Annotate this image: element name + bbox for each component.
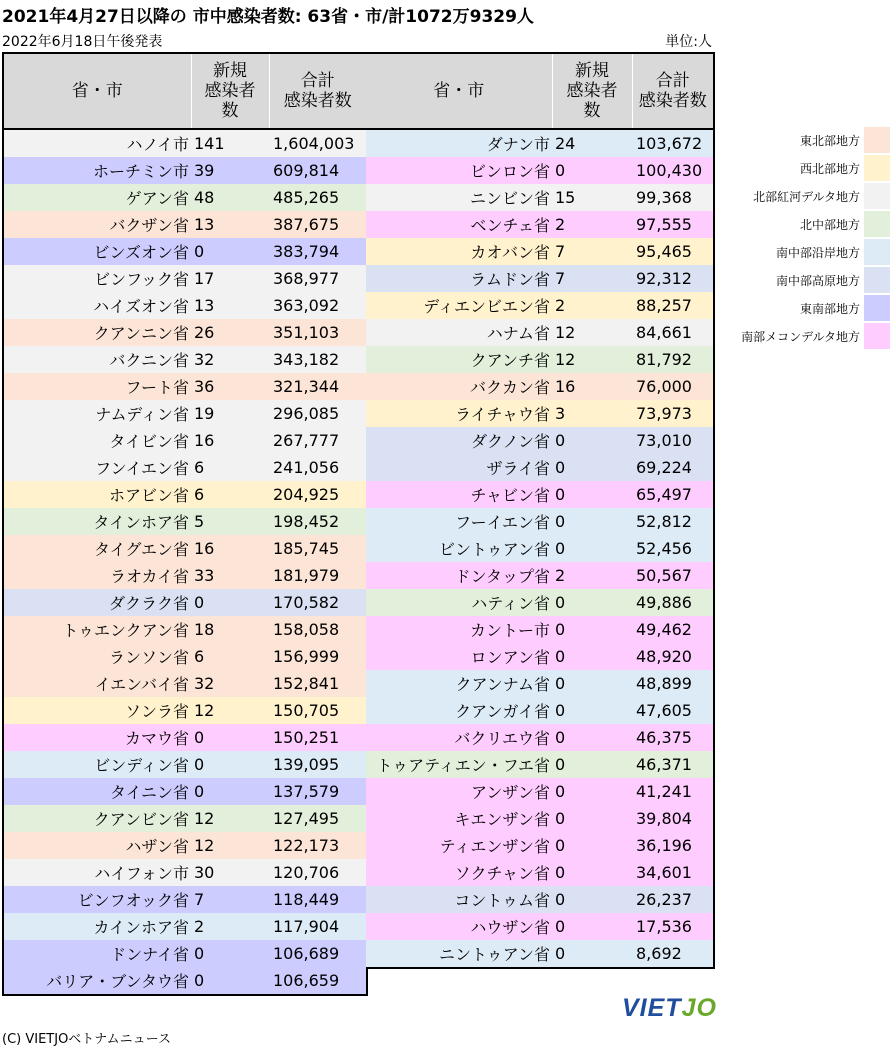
new-cases-cell: 24	[552, 129, 632, 157]
total-cases-cell: 150,251	[269, 724, 367, 751]
province-name-cell: キエンザン省	[366, 805, 552, 832]
total-cases-cell: 46,375	[632, 724, 714, 751]
legend-item	[722, 154, 890, 182]
legend-swatch	[864, 127, 890, 153]
total-cases-cell: 95,465	[632, 238, 714, 265]
total-cases-cell: 65,497	[632, 481, 714, 508]
total-cases-cell: 181,979	[269, 562, 367, 589]
new-cases-cell: 39	[191, 157, 269, 184]
region-legend	[722, 126, 890, 350]
legend-swatch	[864, 239, 890, 265]
table-row	[366, 589, 714, 616]
province-name-cell: タイグエン省	[3, 535, 191, 562]
legend-item	[722, 266, 890, 294]
legend-swatch	[864, 267, 890, 293]
legend-label: 南中部高原地方	[775, 273, 860, 288]
cases-table-left	[2, 52, 368, 996]
new-cases-cell: 12	[191, 805, 269, 832]
new-cases-cell: 0	[552, 724, 632, 751]
legend-item	[722, 294, 890, 322]
new-cases-cell: 13	[191, 292, 269, 319]
total-cases-cell: 76,000	[632, 373, 714, 400]
table-row	[366, 129, 714, 157]
new-cases-cell: 36	[191, 373, 269, 400]
table-row	[366, 373, 714, 400]
province-name-cell: ダクラク省	[3, 589, 191, 616]
province-name-cell: ライチャウ省	[366, 400, 552, 427]
total-cases-cell: 73,973	[632, 400, 714, 427]
legend-label: 南部メコンデルタ地方	[741, 329, 860, 344]
new-cases-cell: 17	[191, 265, 269, 292]
table-row	[3, 670, 367, 697]
province-name-cell: ニンビン省	[366, 184, 552, 211]
total-cases-cell: 48,899	[632, 670, 714, 697]
table-row	[3, 751, 367, 778]
new-cases-cell: 0	[552, 913, 632, 940]
table-row	[3, 535, 367, 562]
province-name-cell: ドンタップ省	[366, 562, 552, 589]
table-row	[366, 292, 714, 319]
new-cases-cell: 0	[191, 967, 269, 995]
total-cases-cell: 127,495	[269, 805, 367, 832]
table-row	[3, 292, 367, 319]
copyright: (C) VIETJOベトナムニュース	[2, 1032, 172, 1047]
new-cases-cell: 0	[552, 157, 632, 184]
province-name-cell: ダナン市	[366, 129, 552, 157]
table-row	[366, 886, 714, 913]
province-name-cell: タイビン省	[3, 427, 191, 454]
total-cases-cell: 363,092	[269, 292, 367, 319]
total-cases-cell: 8,692	[632, 940, 714, 968]
unit-label: 単位:人	[665, 34, 712, 50]
new-cases-cell: 12	[191, 832, 269, 859]
province-name-cell: ディエンビエン省	[366, 292, 552, 319]
province-name-cell: ビンディン省	[3, 751, 191, 778]
announcement-date: 2022年6月18日午後発表	[2, 34, 163, 50]
province-name-cell: ゲアン省	[3, 184, 191, 211]
total-cases-cell: 47,605	[632, 697, 714, 724]
total-cases-cell: 41,241	[632, 778, 714, 805]
new-cases-cell: 5	[191, 508, 269, 535]
table-body-right	[366, 129, 714, 968]
legend-item	[722, 322, 890, 350]
new-cases-cell: 18	[191, 616, 269, 643]
new-cases-cell: 0	[552, 508, 632, 535]
table-row	[366, 184, 714, 211]
province-name-cell: タイニン省	[3, 778, 191, 805]
table-row	[3, 129, 367, 157]
new-cases-cell: 0	[552, 751, 632, 778]
header-new: 新規 感染者 数	[552, 53, 632, 129]
table-body-left	[3, 129, 367, 995]
total-cases-cell: 92,312	[632, 265, 714, 292]
table-row	[3, 454, 367, 481]
province-name-cell: クアンガイ省	[366, 697, 552, 724]
page-title: 2021年4月27日以降の 市中感染者数: 63省・市/計1072万9329人	[2, 7, 534, 27]
total-cases-cell: 609,814	[269, 157, 367, 184]
vietjo-logo: VIETJO	[622, 994, 717, 1022]
new-cases-cell: 0	[552, 454, 632, 481]
province-name-cell: ビンロン省	[366, 157, 552, 184]
province-name-cell: ハノイ市	[3, 129, 191, 157]
new-cases-cell: 16	[552, 373, 632, 400]
table-row	[366, 859, 714, 886]
table-row	[366, 643, 714, 670]
province-name-cell: ビントゥアン省	[366, 535, 552, 562]
new-cases-cell: 0	[552, 427, 632, 454]
province-name-cell: ビンフック省	[3, 265, 191, 292]
new-cases-cell: 7	[552, 265, 632, 292]
total-cases-cell: 100,430	[632, 157, 714, 184]
table-row	[3, 562, 367, 589]
new-cases-cell: 16	[191, 535, 269, 562]
total-cases-cell: 120,706	[269, 859, 367, 886]
table-row	[366, 508, 714, 535]
total-cases-cell: 198,452	[269, 508, 367, 535]
table-row	[366, 427, 714, 454]
legend-label: 東北部地方	[799, 133, 860, 148]
new-cases-cell: 0	[191, 940, 269, 967]
province-name-cell: トゥアティエン・フエ省	[366, 751, 552, 778]
total-cases-cell: 485,265	[269, 184, 367, 211]
new-cases-cell: 0	[552, 670, 632, 697]
new-cases-cell: 19	[191, 400, 269, 427]
new-cases-cell: 32	[191, 670, 269, 697]
new-cases-cell: 0	[191, 751, 269, 778]
province-name-cell: ベンチェ省	[366, 211, 552, 238]
total-cases-cell: 106,659	[269, 967, 367, 995]
total-cases-cell: 241,056	[269, 454, 367, 481]
province-name-cell: フンイエン省	[3, 454, 191, 481]
province-name-cell: ホアビン省	[3, 481, 191, 508]
province-name-cell: ティエンザン省	[366, 832, 552, 859]
province-name-cell: アンザン省	[366, 778, 552, 805]
table-row	[3, 805, 367, 832]
new-cases-cell: 0	[552, 886, 632, 913]
table-row	[366, 562, 714, 589]
table-row	[3, 643, 367, 670]
header-total: 合計 感染者数	[269, 53, 367, 129]
table-row	[3, 238, 367, 265]
table-row	[366, 616, 714, 643]
legend-swatch	[864, 295, 890, 321]
new-cases-cell: 32	[191, 346, 269, 373]
total-cases-cell: 343,182	[269, 346, 367, 373]
table-row	[3, 589, 367, 616]
table-row	[366, 751, 714, 778]
table-row	[3, 319, 367, 346]
province-name-cell: イエンバイ省	[3, 670, 191, 697]
new-cases-cell: 6	[191, 643, 269, 670]
new-cases-cell: 48	[191, 184, 269, 211]
table-row	[3, 697, 367, 724]
total-cases-cell: 156,999	[269, 643, 367, 670]
province-name-cell: ハイズオン省	[3, 292, 191, 319]
total-cases-cell: 152,841	[269, 670, 367, 697]
header-new: 新規 感染者 数	[191, 53, 269, 129]
table-row	[366, 724, 714, 751]
new-cases-cell: 33	[191, 562, 269, 589]
new-cases-cell: 12	[552, 319, 632, 346]
new-cases-cell: 2	[552, 292, 632, 319]
new-cases-cell: 0	[552, 778, 632, 805]
new-cases-cell: 0	[552, 805, 632, 832]
table-row	[366, 400, 714, 427]
total-cases-cell: 17,536	[632, 913, 714, 940]
total-cases-cell: 52,456	[632, 535, 714, 562]
total-cases-cell: 81,792	[632, 346, 714, 373]
table-row	[3, 373, 367, 400]
new-cases-cell: 13	[191, 211, 269, 238]
total-cases-cell: 48,920	[632, 643, 714, 670]
table-row	[366, 238, 714, 265]
province-name-cell: ランソン省	[3, 643, 191, 670]
header-total: 合計 感染者数	[632, 53, 714, 129]
province-name-cell: ハイフォン市	[3, 859, 191, 886]
legend-label: 北中部地方	[799, 217, 860, 232]
table-row	[366, 832, 714, 859]
new-cases-cell: 6	[191, 481, 269, 508]
total-cases-cell: 158,058	[269, 616, 367, 643]
province-name-cell: カオバン省	[366, 238, 552, 265]
table-row	[3, 508, 367, 535]
province-name-cell: ソンラ省	[3, 697, 191, 724]
total-cases-cell: 88,257	[632, 292, 714, 319]
province-name-cell: カインホア省	[3, 913, 191, 940]
table-row	[3, 940, 367, 967]
total-cases-cell: 26,237	[632, 886, 714, 913]
new-cases-cell: 2	[552, 211, 632, 238]
table-row	[3, 616, 367, 643]
total-cases-cell: 49,462	[632, 616, 714, 643]
total-cases-cell: 1,604,003	[269, 129, 367, 157]
table-row	[366, 697, 714, 724]
total-cases-cell: 103,672	[632, 129, 714, 157]
province-name-cell: チャビン省	[366, 481, 552, 508]
legend-swatch	[864, 183, 890, 209]
total-cases-cell: 99,368	[632, 184, 714, 211]
province-name-cell: クアンチ省	[366, 346, 552, 373]
legend-label: 西北部地方	[799, 161, 860, 176]
new-cases-cell: 141	[191, 129, 269, 157]
province-name-cell: ハティン省	[366, 589, 552, 616]
new-cases-cell: 7	[552, 238, 632, 265]
table-row	[366, 346, 714, 373]
legend-item	[722, 210, 890, 238]
table-row	[3, 427, 367, 454]
province-name-cell: バクニン省	[3, 346, 191, 373]
new-cases-cell: 0	[552, 481, 632, 508]
total-cases-cell: 118,449	[269, 886, 367, 913]
table-row	[3, 886, 367, 913]
total-cases-cell: 36,196	[632, 832, 714, 859]
province-name-cell: バクカン省	[366, 373, 552, 400]
legend-label: 南中部沿岸地方	[775, 245, 860, 260]
total-cases-cell: 139,095	[269, 751, 367, 778]
province-name-cell: ラオカイ省	[3, 562, 191, 589]
new-cases-cell: 0	[552, 535, 632, 562]
new-cases-cell: 16	[191, 427, 269, 454]
new-cases-cell: 0	[552, 940, 632, 968]
table-row	[3, 778, 367, 805]
table-row	[3, 832, 367, 859]
province-name-cell: ビンフオック省	[3, 886, 191, 913]
legend-label: 東南部地方	[799, 301, 860, 316]
legend-label: 北部紅河デルタ地方	[753, 189, 860, 204]
total-cases-cell: 49,886	[632, 589, 714, 616]
legend-item	[722, 126, 890, 154]
province-name-cell: フート省	[3, 373, 191, 400]
new-cases-cell: 2	[191, 913, 269, 940]
new-cases-cell: 7	[191, 886, 269, 913]
total-cases-cell: 50,567	[632, 562, 714, 589]
legend-swatch	[864, 211, 890, 237]
province-name-cell: カントー市	[366, 616, 552, 643]
province-name-cell: ドンナイ省	[3, 940, 191, 967]
new-cases-cell: 0	[552, 832, 632, 859]
table-row	[3, 157, 367, 184]
province-name-cell: ロンアン省	[366, 643, 552, 670]
total-cases-cell: 170,582	[269, 589, 367, 616]
province-name-cell: ハザン省	[3, 832, 191, 859]
province-name-cell: クアンビン省	[3, 805, 191, 832]
new-cases-cell: 3	[552, 400, 632, 427]
province-name-cell: クアンナム省	[366, 670, 552, 697]
table-row	[366, 454, 714, 481]
total-cases-cell: 84,661	[632, 319, 714, 346]
new-cases-cell: 0	[552, 859, 632, 886]
province-name-cell: フーイエン省	[366, 508, 552, 535]
table-row	[366, 778, 714, 805]
table-row	[3, 346, 367, 373]
table-row	[3, 211, 367, 238]
province-name-cell: タインホア省	[3, 508, 191, 535]
legend-item	[722, 182, 890, 210]
new-cases-cell: 12	[191, 697, 269, 724]
new-cases-cell: 0	[552, 616, 632, 643]
table-row	[3, 265, 367, 292]
table-row	[366, 940, 714, 968]
province-name-cell: トゥエンクアン省	[3, 616, 191, 643]
total-cases-cell: 106,689	[269, 940, 367, 967]
total-cases-cell: 39,804	[632, 805, 714, 832]
province-name-cell: ナムディン省	[3, 400, 191, 427]
table-row	[366, 670, 714, 697]
total-cases-cell: 137,579	[269, 778, 367, 805]
total-cases-cell: 321,344	[269, 373, 367, 400]
total-cases-cell: 46,371	[632, 751, 714, 778]
table-row	[3, 184, 367, 211]
province-name-cell: ラムドン省	[366, 265, 552, 292]
table-row	[366, 157, 714, 184]
table-row	[3, 400, 367, 427]
province-name-cell: カマウ省	[3, 724, 191, 751]
province-name-cell: ニントゥアン省	[366, 940, 552, 968]
total-cases-cell: 69,224	[632, 454, 714, 481]
legend-item	[722, 238, 890, 266]
province-name-cell: ハナム省	[366, 319, 552, 346]
province-name-cell: クアンニン省	[3, 319, 191, 346]
table-header-row	[366, 53, 714, 129]
new-cases-cell: 0	[552, 697, 632, 724]
new-cases-cell: 0	[552, 589, 632, 616]
cases-table-right	[366, 52, 715, 969]
total-cases-cell: 368,977	[269, 265, 367, 292]
total-cases-cell: 73,010	[632, 427, 714, 454]
table-row	[366, 535, 714, 562]
province-name-cell: バクザン省	[3, 211, 191, 238]
total-cases-cell: 150,705	[269, 697, 367, 724]
table-row	[366, 805, 714, 832]
total-cases-cell: 267,777	[269, 427, 367, 454]
province-name-cell: ソクチャン省	[366, 859, 552, 886]
table-row	[366, 319, 714, 346]
province-name-cell: ハウザン省	[366, 913, 552, 940]
table-row	[366, 211, 714, 238]
new-cases-cell: 6	[191, 454, 269, 481]
new-cases-cell: 15	[552, 184, 632, 211]
table-row	[3, 913, 367, 940]
header-name: 省・市	[3, 53, 191, 129]
total-cases-cell: 204,925	[269, 481, 367, 508]
legend-swatch	[864, 155, 890, 181]
total-cases-cell: 122,173	[269, 832, 367, 859]
province-name-cell: バリア・ブンタウ省	[3, 967, 191, 995]
table-header-row	[3, 53, 367, 129]
table-row	[3, 724, 367, 751]
new-cases-cell: 0	[552, 643, 632, 670]
total-cases-cell: 117,904	[269, 913, 367, 940]
table-row	[366, 265, 714, 292]
new-cases-cell: 2	[552, 562, 632, 589]
total-cases-cell: 296,085	[269, 400, 367, 427]
total-cases-cell: 97,555	[632, 211, 714, 238]
total-cases-cell: 351,103	[269, 319, 367, 346]
province-name-cell: ダクノン省	[366, 427, 552, 454]
new-cases-cell: 0	[191, 238, 269, 265]
new-cases-cell: 30	[191, 859, 269, 886]
new-cases-cell: 0	[191, 724, 269, 751]
province-name-cell: コントゥム省	[366, 886, 552, 913]
new-cases-cell: 12	[552, 346, 632, 373]
total-cases-cell: 34,601	[632, 859, 714, 886]
table-row	[3, 859, 367, 886]
header-name: 省・市	[366, 53, 552, 129]
total-cases-cell: 52,812	[632, 508, 714, 535]
total-cases-cell: 387,675	[269, 211, 367, 238]
new-cases-cell: 0	[191, 589, 269, 616]
table-row	[3, 967, 367, 995]
province-name-cell: バクリエウ省	[366, 724, 552, 751]
new-cases-cell: 0	[191, 778, 269, 805]
legend-swatch	[864, 323, 890, 349]
total-cases-cell: 383,794	[269, 238, 367, 265]
new-cases-cell: 26	[191, 319, 269, 346]
province-name-cell: ホーチミン市	[3, 157, 191, 184]
table-row	[3, 481, 367, 508]
province-name-cell: ビンズオン省	[3, 238, 191, 265]
table-row	[366, 481, 714, 508]
total-cases-cell: 185,745	[269, 535, 367, 562]
table-row	[366, 913, 714, 940]
province-name-cell: ザライ省	[366, 454, 552, 481]
